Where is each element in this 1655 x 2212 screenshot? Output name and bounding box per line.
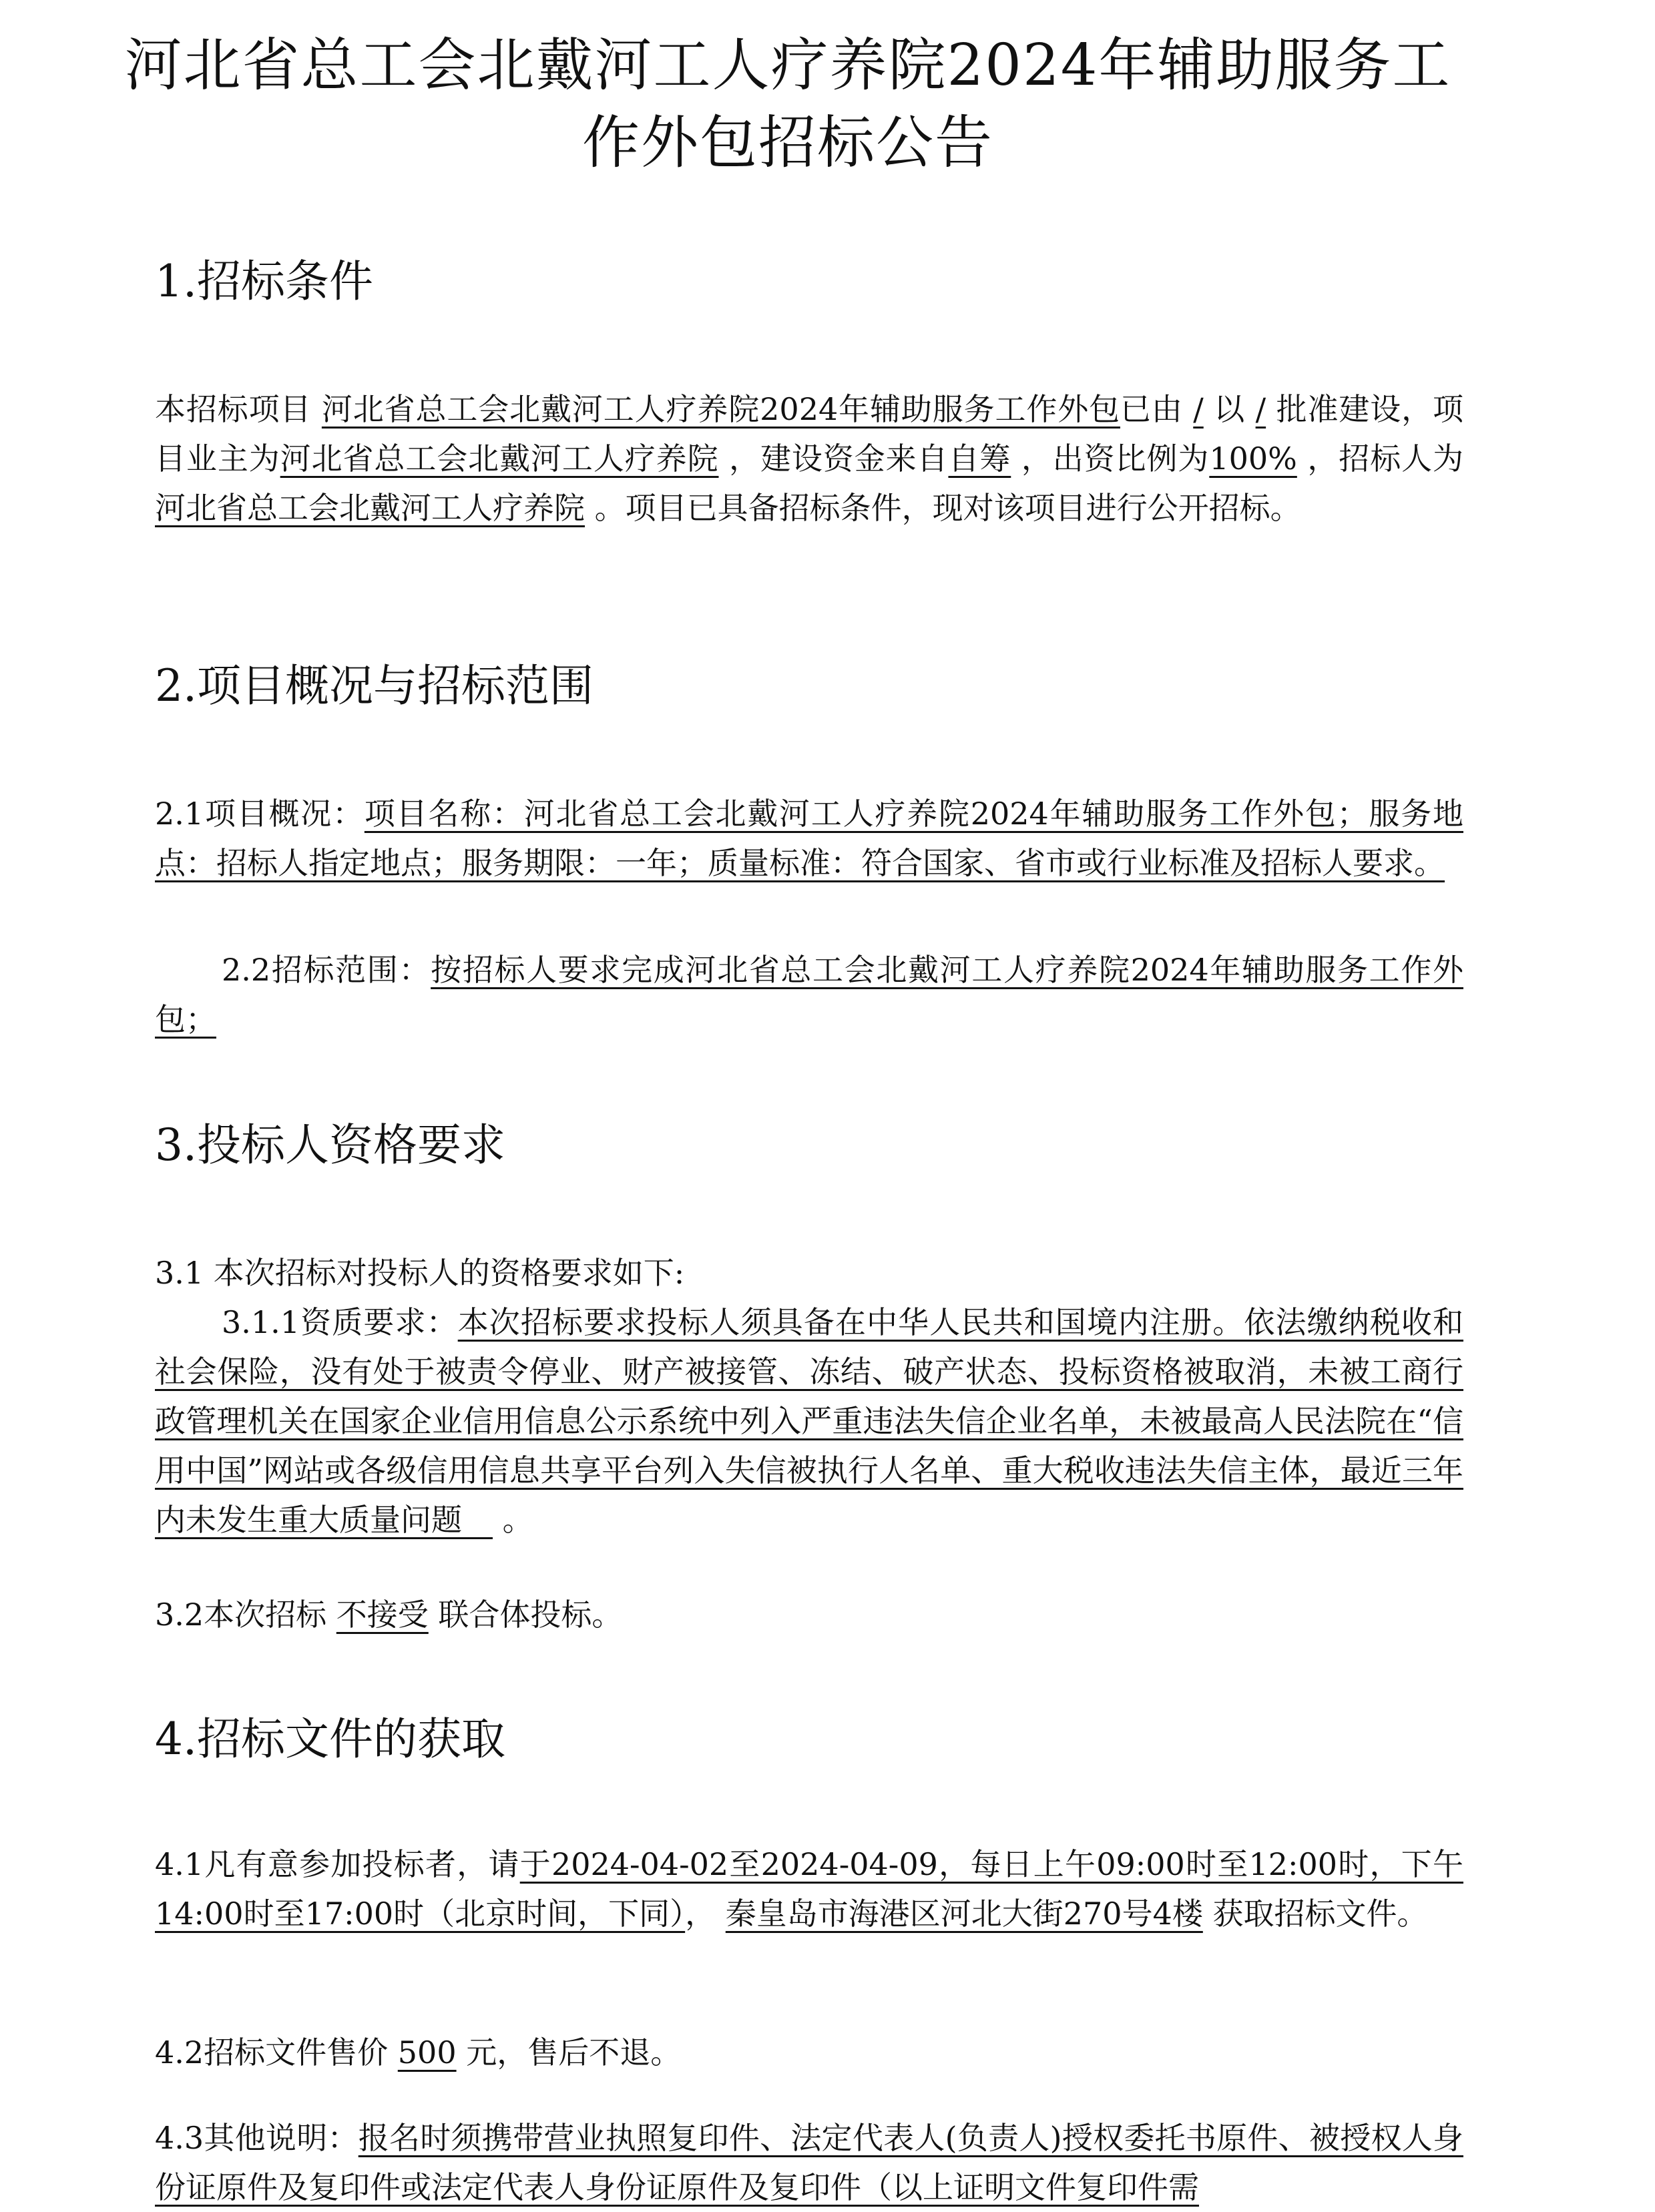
item-label: 3.1.1资质要求： (222, 1304, 458, 1340)
text-segment: ， (685, 1896, 726, 1932)
text-segment: ，建设资金来自 (718, 441, 949, 477)
text-segment: 批准建设，项目业主为 (155, 391, 1464, 477)
tenderer-field: 河北省总工会北戴河工人疗养院 (155, 490, 585, 526)
text-segment: 获取招标文件。 (1202, 1896, 1428, 1932)
section-1-heading: 1.招标条件 (155, 256, 373, 307)
approval-doc-field: / (1255, 391, 1266, 427)
owner-field: 河北省总工会北戴河工人疗养院 (280, 441, 719, 477)
section-4-2-paragraph (155, 2028, 1463, 2077)
document-price-field: 500 (397, 2034, 457, 2070)
consortium-field: 不接受 (336, 1597, 429, 1633)
text-segment: ，出资比例为 (1011, 441, 1210, 477)
section-3-1-paragraph: 3.1 本次招标对投标人的资格要求如下: (155, 1255, 685, 1291)
section-4-1-paragraph (155, 1840, 1463, 1938)
text-segment: 联合体投标。 (428, 1597, 623, 1633)
fund-ratio-field: 100% (1209, 441, 1297, 477)
section-3-2-paragraph (155, 1590, 1463, 1639)
text-segment: 以 (1203, 391, 1256, 427)
text-segment: 4.1凡有意参加投标者，请 (155, 1846, 520, 1882)
text-segment: 。项目已具备招标条件，现对该项目进行公开招标。 (585, 490, 1301, 526)
section-2-heading: 2.项目概况与招标范围 (155, 660, 594, 712)
item-label: 2.2招标范围： (222, 952, 431, 988)
approver-field: / (1193, 391, 1204, 427)
section-4-heading: 4.招标文件的获取 (155, 1713, 505, 1765)
text-segment: 。 (493, 1502, 533, 1538)
section-3-1-1-paragraph (155, 1298, 1463, 1545)
item-label: 2.1项目概况： (155, 796, 365, 832)
section-1-paragraph (155, 384, 1463, 533)
section-3-heading: 3.投标人资格要求 (155, 1119, 505, 1171)
text-segment: 4.2招标文件售价 (155, 2034, 398, 2070)
document-title: 河北省总工会北戴河工人疗养院2024年辅助服务工作外包招标公告 (124, 32, 1451, 176)
acquisition-place-field: 秦皇岛市海港区河北大街270号4楼 (725, 1896, 1203, 1932)
item-label: 4.3其他说明： (155, 2120, 359, 2156)
project-name-field: 河北省总工会北戴河工人疗养院2024年辅助服务工作外包 (321, 391, 1120, 427)
text-segment: 3.2本次招标 (155, 1597, 336, 1633)
text-segment: ，招标人为 (1296, 441, 1464, 477)
text-segment: 元，售后不退。 (456, 2034, 682, 2070)
tender-scope-text: 按招标人要求完成河北省总工会北戴河工人疗养院2024年辅助服务工作外包； (155, 952, 1463, 1037)
fund-source-field: 自筹 (948, 441, 1011, 477)
section-4-3-paragraph (155, 2113, 1463, 2212)
section-2-1-paragraph (155, 789, 1463, 888)
project-overview-text: 项目名称：河北省总工会北戴河工人疗养院2024年辅助服务工作外包；服务地点：招标人指定地点；服务期限：一年；质量标准：符合国家、省市或行业标准及招标人要求。 (155, 796, 1463, 881)
other-notes-text: 报名时须携带营业执照复印件、法定代表人(负责人)授权委托书原件、被授权人身份证原件及复印件或法定代表人身份证原件及复印件（以上证明文件复印件需 (155, 2120, 1463, 2205)
text-segment: 已由 (1120, 391, 1194, 427)
section-2-2-paragraph (155, 945, 1463, 1044)
acquisition-time-field: 于2024-04-02至2024-04-09，每日上午09:00时至12:00时，下午14:00时至17:00时（北京时间，下同） (155, 1846, 1463, 1932)
text-segment: 本招标项目 (155, 391, 322, 427)
qualification-text: 本次招标要求投标人须具备在中华人民共和国境内注册。依法缴纳税收和社会保险，没有处于被责令停业、财产被接管、冻结、破产状态、投标资格被取消，未被工商行政管理机关在国家企业信用信息公示系统中列入严重违法失信企业名单，未被最高人民法院在“信用中国”网站或各级信用信息共享平台列入失信被执行人名单、重大税收违法失信主体，最近三年内未发生重大质量问题 (155, 1304, 1463, 1538)
